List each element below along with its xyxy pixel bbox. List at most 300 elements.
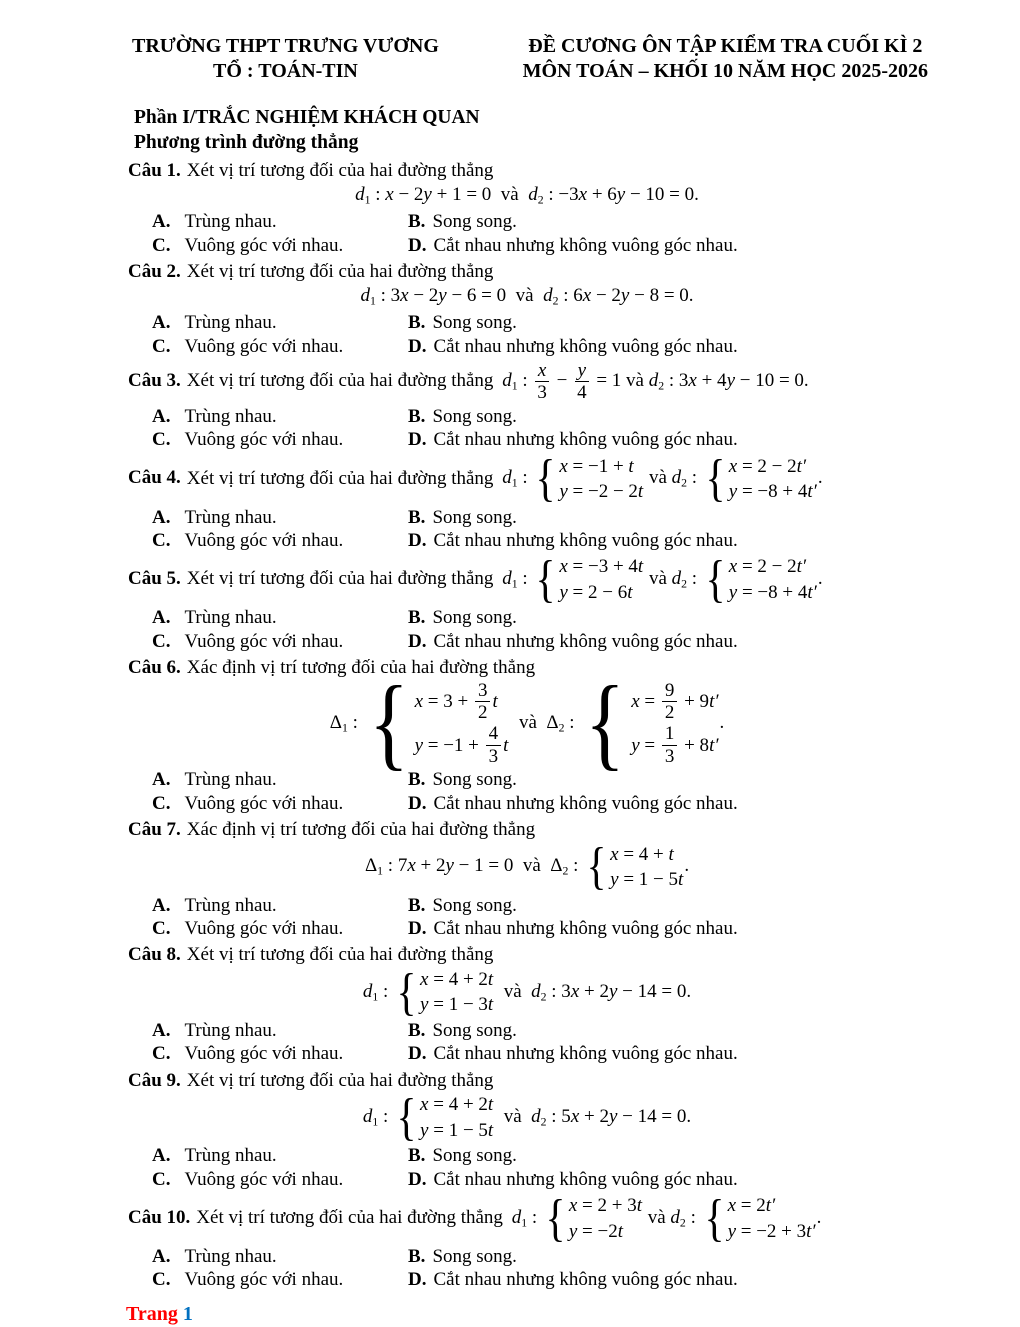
option-d (408, 630, 928, 653)
math-text: − 10 = 0. (625, 184, 699, 206)
system-row (728, 1194, 776, 1218)
math-variable: y (420, 994, 429, 1016)
math-fraction (662, 681, 678, 723)
option-text: Cắt nhau nhưng không vuông góc nhau. (433, 917, 738, 939)
fraction-denominator (662, 746, 678, 766)
math-variable: y (610, 869, 619, 891)
math-text: . (816, 1206, 822, 1228)
question-stem-line (128, 551, 928, 609)
school-name: TRƯỜNG THPT TRƯNG VƯƠNG (132, 35, 439, 57)
question-block (126, 260, 928, 358)
math-text: + 9 (679, 690, 710, 712)
left-brace-icon: { (704, 1189, 725, 1247)
math-text: : 5 (546, 1106, 571, 1128)
options-row (126, 630, 928, 653)
question-number: Câu 9. (128, 1069, 181, 1091)
math-text: + 2 (579, 980, 609, 1002)
option-letter: B. (408, 312, 426, 334)
option-letter: C. (152, 234, 171, 256)
math-fraction (534, 361, 550, 403)
options-row (126, 768, 928, 791)
math-variable: y (727, 1220, 736, 1242)
option-letter: D. (408, 335, 427, 357)
option-letter: C. (152, 630, 171, 652)
system-row (559, 480, 643, 504)
option-text: Song song. (432, 405, 517, 427)
question-stem-text: Xét vị trí tương đối của hai đường thẳng (186, 467, 499, 489)
math-text: : 3 (546, 980, 571, 1002)
option-b (408, 506, 928, 529)
question-math (511, 1189, 822, 1247)
math-text: = −8 + 4 (737, 481, 808, 503)
math-variable: y (728, 481, 738, 503)
equation-system (702, 1189, 816, 1247)
options-row (126, 234, 928, 257)
system-rows (558, 555, 643, 604)
question-number: Câu 8. (128, 944, 181, 966)
option-d (408, 529, 928, 552)
option-d (408, 335, 928, 358)
option-d (408, 917, 928, 940)
option-b (408, 894, 928, 917)
option-d (408, 1168, 928, 1191)
option-letter: C. (152, 1043, 171, 1065)
question-stem-line (128, 943, 928, 967)
math-text: 9 (664, 679, 675, 701)
option-letter: A. (152, 894, 171, 916)
math-variable: t (636, 1195, 642, 1217)
option-a (152, 210, 408, 233)
math-subscript: 1 (521, 1216, 528, 1230)
options-row (126, 1168, 928, 1191)
math-text: . (719, 711, 725, 733)
math-text: : (517, 568, 533, 590)
math-variable: x (568, 1195, 578, 1217)
exam-title-block (523, 34, 928, 84)
math-text: : (527, 1206, 542, 1228)
math-fraction (662, 724, 678, 766)
option-text: Trùng nhau. (184, 1019, 277, 1041)
math-subscript: 2 (681, 577, 688, 591)
left-brace-icon: { (535, 450, 556, 508)
math-variable: d (543, 285, 553, 307)
option-text: Song song. (432, 312, 517, 334)
equation-system (533, 551, 644, 609)
question-number: Câu 10. (128, 1206, 191, 1228)
option-text: Vuông góc với nhau. (184, 530, 344, 552)
option-text: Song song. (432, 211, 517, 233)
math-text: : (687, 568, 702, 590)
math-variable: d (648, 370, 659, 392)
math-text: : (687, 467, 702, 489)
option-a (152, 405, 408, 428)
math-variable: t (492, 690, 498, 712)
option-text: Cắt nhau nhưng không vuông góc nhau. (433, 792, 738, 814)
math-variable: t (637, 556, 644, 578)
page-number: 1 (182, 1302, 193, 1325)
left-brace-icon: { (705, 551, 726, 609)
math-text: : (564, 711, 580, 733)
math-text: : (568, 855, 584, 877)
math-text: 3 (664, 745, 675, 767)
option-letter: D. (408, 1269, 427, 1291)
answer-options (126, 405, 928, 452)
math-text: : (378, 1106, 394, 1128)
math-text: − 1 = 0 (453, 855, 514, 877)
math-text: + 2 (579, 1106, 609, 1128)
answer-options (126, 506, 928, 553)
math-expression (364, 838, 690, 896)
option-text: Vuông góc với nhau. (184, 1043, 344, 1065)
question-math (126, 1089, 928, 1147)
option-text: Trùng nhau. (184, 769, 277, 791)
math-text: = 3 + (423, 690, 473, 712)
fraction-denominator (475, 702, 491, 722)
equation-system (580, 665, 719, 781)
option-a (152, 1245, 408, 1268)
math-variable: t (628, 455, 634, 477)
math-variable: y (445, 855, 454, 877)
system-row (559, 455, 633, 479)
math-text: và (513, 855, 551, 877)
math-subscript: 1 (372, 1115, 379, 1129)
math-text: = (639, 734, 660, 756)
math-variable: x (559, 556, 568, 578)
question-stem-line (128, 260, 928, 284)
question-stem-line (128, 159, 928, 183)
fraction-denominator (574, 382, 590, 402)
question-stem-text: Xét vị trí tương đối của hai đường thẳng (186, 370, 499, 392)
math-text: = −1 + (567, 455, 629, 477)
math-variable: t′ (807, 581, 817, 603)
answer-options (126, 210, 928, 257)
question-stem-line (128, 656, 928, 680)
math-fraction (486, 724, 502, 766)
option-a (152, 311, 408, 334)
question-number: Câu 2. (128, 260, 181, 282)
question-stem-text: Xét vị trí tương đối của hai đường thẳng (196, 1206, 508, 1228)
question-math (502, 360, 809, 404)
math-text: : 7 (383, 855, 408, 877)
question-stem-line (128, 361, 928, 403)
left-brace-icon: { (586, 838, 607, 896)
math-variable: x (578, 184, 588, 206)
fraction-denominator (534, 382, 550, 402)
system-rows (609, 843, 683, 892)
math-variable: t (678, 869, 684, 891)
left-brace-icon: { (396, 963, 417, 1021)
option-text: Vuông góc với nhau. (184, 335, 344, 357)
question-stem-line (128, 450, 928, 508)
fraction-denominator (662, 702, 678, 722)
question-block (126, 818, 928, 940)
option-letter: A. (152, 211, 171, 233)
option-text: Trùng nhau. (184, 1145, 277, 1167)
options-row (126, 1245, 928, 1268)
math-fraction (475, 681, 491, 723)
option-c (152, 1168, 408, 1191)
math-variable: y (438, 285, 447, 307)
options-row (126, 428, 928, 451)
question-math (126, 963, 928, 1021)
fraction-numerator (575, 361, 589, 382)
math-variable: x (420, 1094, 429, 1116)
options-row (126, 1042, 928, 1065)
left-brace-icon: { (368, 665, 409, 781)
math-text: 2 (664, 702, 675, 724)
question-stem-text: Xét vị trí tương đối của hai đường thẳng (186, 260, 494, 282)
option-letter: B. (408, 607, 426, 629)
option-c (152, 234, 408, 257)
option-letter: C. (152, 792, 171, 814)
option-b (408, 210, 928, 233)
question-math (502, 551, 823, 609)
option-a (152, 894, 408, 917)
math-text: . (817, 568, 823, 590)
option-a (152, 506, 408, 529)
equation-system (394, 1089, 494, 1147)
math-variable: d (502, 370, 512, 392)
options-row (126, 917, 928, 940)
left-brace-icon: { (705, 450, 726, 508)
math-variable: t′ (806, 1220, 816, 1242)
option-c (152, 917, 408, 940)
page-footer (126, 1302, 928, 1327)
math-text: : 3 (664, 370, 689, 392)
math-variable: d (355, 184, 365, 206)
math-variable: t′ (709, 690, 719, 712)
option-text: Trùng nhau. (184, 506, 277, 528)
math-text: : (370, 184, 386, 206)
math-text: và (506, 285, 544, 307)
fraction-numerator (535, 361, 549, 382)
system-rows (727, 1194, 816, 1243)
page-label: Trang (126, 1302, 178, 1325)
option-text: Vuông góc với nhau. (184, 429, 344, 451)
option-text: Trùng nhau. (184, 607, 277, 629)
option-text: Song song. (432, 506, 517, 528)
system-row (569, 1194, 642, 1218)
question-stem-text: Xét vị trí tương đối của hai đường thẳng (186, 944, 494, 966)
system-row (420, 968, 493, 992)
math-text: = 1 − 5 (428, 1119, 488, 1141)
system-row (420, 1093, 493, 1117)
question-number: Câu 7. (128, 818, 181, 840)
math-variable: d (511, 1206, 522, 1228)
math-text: + 6 (587, 184, 617, 206)
math-variable: t′ (807, 481, 817, 503)
option-text: Song song. (432, 1246, 517, 1268)
math-text: − 6 = 0 (446, 285, 507, 307)
topic-title: Phương trình đường thẳng (134, 132, 359, 154)
math-variable: x (688, 370, 697, 392)
math-text: = −8 + 4 (737, 581, 808, 603)
option-text: Vuông góc với nhau. (184, 234, 344, 256)
option-c (152, 630, 408, 653)
math-text: = 2 (736, 1195, 766, 1217)
math-text: = 4 + (618, 843, 669, 865)
system-rows (558, 455, 643, 504)
option-a (152, 606, 408, 629)
answer-options (126, 311, 928, 358)
math-text: − 2 (408, 285, 439, 307)
option-letter: B. (408, 211, 426, 233)
math-text: và (494, 1106, 532, 1128)
math-variable: t′ (796, 455, 807, 477)
options-row (126, 405, 928, 428)
math-text: + 2 (415, 855, 446, 877)
math-subscript: 2 (658, 379, 665, 393)
question-number: Câu 3. (128, 370, 181, 392)
option-text: Song song. (432, 894, 517, 916)
equation-system (703, 551, 817, 609)
question-stem-text: Xét vị trí tương đối của hai đường thẳng (186, 159, 494, 181)
math-text: : 3 (375, 285, 401, 307)
math-text: Δ (546, 711, 559, 733)
question-stem-line (128, 818, 928, 842)
system-rows (630, 681, 718, 767)
math-variable: d (531, 980, 541, 1002)
option-letter: B. (408, 405, 426, 427)
math-text: = 4 + 2 (428, 968, 488, 990)
questions-list (126, 159, 928, 1292)
math-text: : 6 (558, 285, 583, 307)
math-variable: y (616, 184, 626, 206)
math-subscript: 1 (364, 193, 371, 207)
math-variable: y (620, 285, 630, 307)
option-letter: B. (408, 1019, 426, 1041)
system-rows (728, 455, 817, 504)
left-brace-icon: { (535, 551, 556, 609)
answer-options (126, 768, 928, 815)
system-rows (728, 555, 817, 604)
question-block (126, 1069, 928, 1191)
math-variable: y (423, 184, 432, 206)
math-text: . (684, 855, 690, 877)
math-variable: d (502, 467, 512, 489)
math-variable: t′ (709, 734, 719, 756)
options-row (126, 792, 928, 815)
math-text: + 4 (696, 370, 727, 392)
equation-system (533, 450, 644, 508)
answer-options (126, 1144, 928, 1191)
question-block (126, 1189, 928, 1292)
option-text: Cắt nhau nhưng không vuông góc nhau. (433, 335, 738, 357)
math-variable: t (487, 1094, 494, 1116)
math-text: = 2 − 2 (737, 556, 797, 578)
question-stem-text: Xét vị trí tương đối của hai đường thẳng (186, 568, 499, 590)
math-text: 4 (488, 723, 499, 745)
math-text: và (494, 980, 532, 1002)
fraction-numerator (662, 681, 678, 702)
option-text: Trùng nhau. (184, 894, 277, 916)
math-text: − 10 = 0. (735, 370, 809, 392)
question-stem-text: Xác định vị trí tương đối của hai đường thẳng (186, 657, 536, 679)
option-text: Vuông góc với nhau. (184, 630, 344, 652)
options-row (126, 311, 928, 334)
math-variable: t (617, 1220, 623, 1242)
math-variable: y (631, 734, 640, 756)
math-fraction (574, 361, 590, 403)
option-a (152, 1019, 408, 1042)
math-variable: x (400, 285, 409, 307)
system-rows (419, 1093, 493, 1142)
math-expression (362, 1089, 692, 1147)
question-number: Câu 1. (128, 159, 181, 181)
math-variable: d (671, 467, 682, 489)
math-variable: t′ (796, 556, 807, 578)
math-text: + 8 (679, 734, 710, 756)
option-letter: C. (152, 335, 171, 357)
question-block (126, 159, 928, 257)
option-text: Vuông góc với nhau. (184, 1269, 344, 1291)
math-variable: d (671, 568, 682, 590)
option-letter: B. (408, 769, 426, 791)
answer-options (126, 1019, 928, 1066)
math-text: : −3 (543, 184, 579, 206)
math-text: và (509, 711, 547, 733)
question-number: Câu 6. (128, 657, 181, 679)
math-variable: x (559, 455, 568, 477)
math-subscript: 2 (681, 476, 688, 490)
math-text: : (378, 980, 394, 1002)
math-subscript: 1 (369, 294, 376, 308)
math-variable: x (610, 843, 619, 865)
option-b (408, 1245, 928, 1268)
option-letter: A. (152, 607, 171, 629)
option-text: Vuông góc với nhau. (184, 917, 344, 939)
math-subscript: 1 (377, 864, 384, 878)
question-block (126, 551, 928, 653)
options-row (126, 210, 928, 233)
fraction-numerator (486, 724, 502, 745)
math-variable: x (570, 980, 580, 1002)
math-variable: y (608, 1106, 618, 1128)
math-text: : (347, 711, 363, 733)
system-rows (419, 968, 493, 1017)
answer-options (126, 894, 928, 941)
option-letter: C. (152, 429, 171, 451)
options-row (126, 1019, 928, 1042)
math-variable: d (362, 1106, 373, 1128)
math-text: 3 (488, 745, 499, 767)
question-stem-line (128, 1189, 928, 1247)
option-text: Cắt nhau nhưng không vuông góc nhau. (433, 630, 738, 652)
math-variable: t (668, 843, 674, 865)
math-text: = −1 + (423, 734, 484, 756)
option-letter: A. (152, 405, 171, 427)
math-variable: t (487, 994, 494, 1016)
system-row (610, 843, 674, 867)
math-variable: y (728, 581, 738, 603)
math-variable: y (577, 360, 587, 382)
math-variable: y (568, 1220, 578, 1242)
equation-system (543, 1189, 642, 1247)
equation-system (584, 838, 684, 896)
question-stem-text: Xét vị trí tương đối của hai đường thẳng (186, 1069, 494, 1091)
math-variable: x (727, 1195, 736, 1217)
option-b (408, 405, 928, 428)
math-variable: x (728, 455, 738, 477)
math-text: 4 (577, 382, 587, 404)
option-letter: C. (152, 530, 171, 552)
math-variable: y (726, 370, 735, 392)
option-text: Vuông góc với nhau. (184, 792, 344, 814)
option-text: Trùng nhau. (184, 1246, 277, 1268)
equation-system (394, 963, 494, 1021)
options-row (126, 506, 928, 529)
math-variable: t (637, 481, 644, 503)
